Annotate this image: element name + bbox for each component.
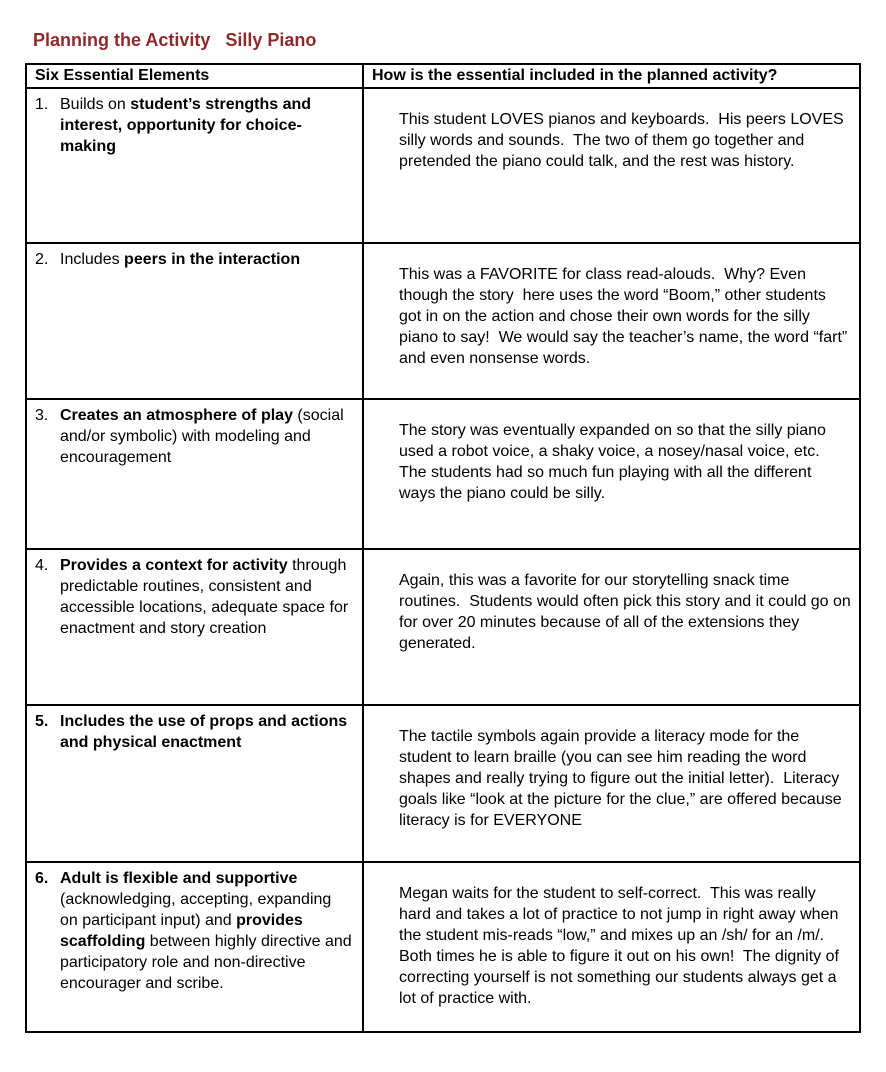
item-number: 6. — [35, 870, 49, 887]
essential-cell — [26, 243, 363, 399]
item-number: 3. — [35, 407, 49, 424]
how-text: Again, this was a favorite for our storytelling snack time routines. Students would often pick this story and it could go on for over 20 minutes because of all of the extensions they generated. — [399, 572, 856, 652]
how-cell — [363, 862, 860, 1032]
col-header-how: How is the essential included in the planned activity? — [363, 64, 860, 88]
how-cell — [363, 549, 860, 705]
table-row — [26, 399, 860, 549]
essential-text-segment: provides scaffolding — [60, 912, 308, 950]
essential-text-segment: Includes — [60, 251, 125, 268]
essential-text-segment: student’s strengths and interest, opportunity for choice-making — [60, 96, 316, 155]
essential-cell — [26, 88, 363, 243]
table-row — [26, 243, 860, 399]
planning-table — [25, 63, 861, 1033]
item-number: 1. — [35, 96, 49, 113]
table-row — [26, 862, 860, 1032]
table-row — [26, 549, 860, 705]
essential-text-segment: peers in the interaction — [124, 251, 301, 268]
essential-cell — [26, 705, 363, 862]
header-row — [26, 64, 860, 88]
how-text: The story was eventually expanded on so that the silly piano used a robot voice, a shaky voice, a nosey/nasal voice, etc. The students had so much fun playing with all the different ways the piano could be silly. — [399, 422, 831, 502]
essential-text — [60, 711, 352, 753]
essential-text — [60, 249, 352, 270]
essential-text-segment: Creates an atmosphere of play — [60, 407, 293, 424]
essential-cell — [26, 862, 363, 1032]
essential-text-segment: (acknowledging, accepting, expanding on participant input) and — [60, 870, 336, 929]
how-cell — [363, 243, 860, 399]
essential-text — [60, 868, 357, 994]
table-row — [26, 88, 860, 243]
item-number: 4. — [35, 557, 49, 574]
essential-cell — [26, 399, 363, 549]
how-text: Megan waits for the student to self-correct. This was really hard and takes a lot of practice to not jump in right away when the student mis-reads “low,” and mixes up an /sh/ for an /m/. Both times he is able to figure it out on his own! The dignity of correcting yourself is not something our students always get a lot of practice with. — [399, 885, 844, 1007]
how-text: This student LOVES pianos and keyboards. His peers LOVES silly words and sounds. The two of them go together and pretended the piano could talk, and the rest was history. — [399, 111, 849, 170]
how-text: This was a FAVORITE for class read-alouds. Why? Even though the story here uses the word “Boom,” other students got in on the action and chose their own words for the silly piano to say! We would say the teacher’s name, the word “fart” and even nonsense words. — [399, 266, 852, 367]
essential-text-segment: Builds on — [60, 96, 131, 113]
col-header-essentials: Six Essential Elements — [26, 64, 363, 88]
table-row — [26, 705, 860, 862]
item-number: 2. — [35, 251, 49, 268]
essential-text-segment: through predictable routines, consistent and accessible locations, adequate space for enactment and story creation — [60, 557, 353, 637]
essential-text-segment: between highly directive and participatory role and non-directive encourager and scribe. — [60, 933, 357, 992]
how-text: The tactile symbols again provide a literacy mode for the student to learn braille (you can see him reading the word shapes and really trying to figure out the initial letter). Literacy goals like “look at the picture for the clue,” are offered because literacy is for EVERYONE — [399, 728, 847, 829]
essential-text-segment: Includes the use of props and actions and physical enactment — [60, 713, 352, 751]
essential-text-segment: Adult is flexible and supportive — [60, 870, 298, 887]
essential-text-segment: (social and/or symbolic) with modeling and encouragement — [60, 407, 349, 466]
essential-text — [60, 94, 352, 157]
how-cell — [363, 399, 860, 549]
essential-text — [60, 555, 352, 639]
essential-cell — [26, 549, 363, 705]
how-cell — [363, 88, 860, 243]
how-cell — [363, 705, 860, 862]
page-title: Planning the Activity Silly Piano — [33, 30, 317, 50]
essential-text — [60, 405, 352, 468]
item-number: 5. — [35, 713, 49, 730]
essential-text-segment: Provides a context for activity — [60, 557, 288, 574]
